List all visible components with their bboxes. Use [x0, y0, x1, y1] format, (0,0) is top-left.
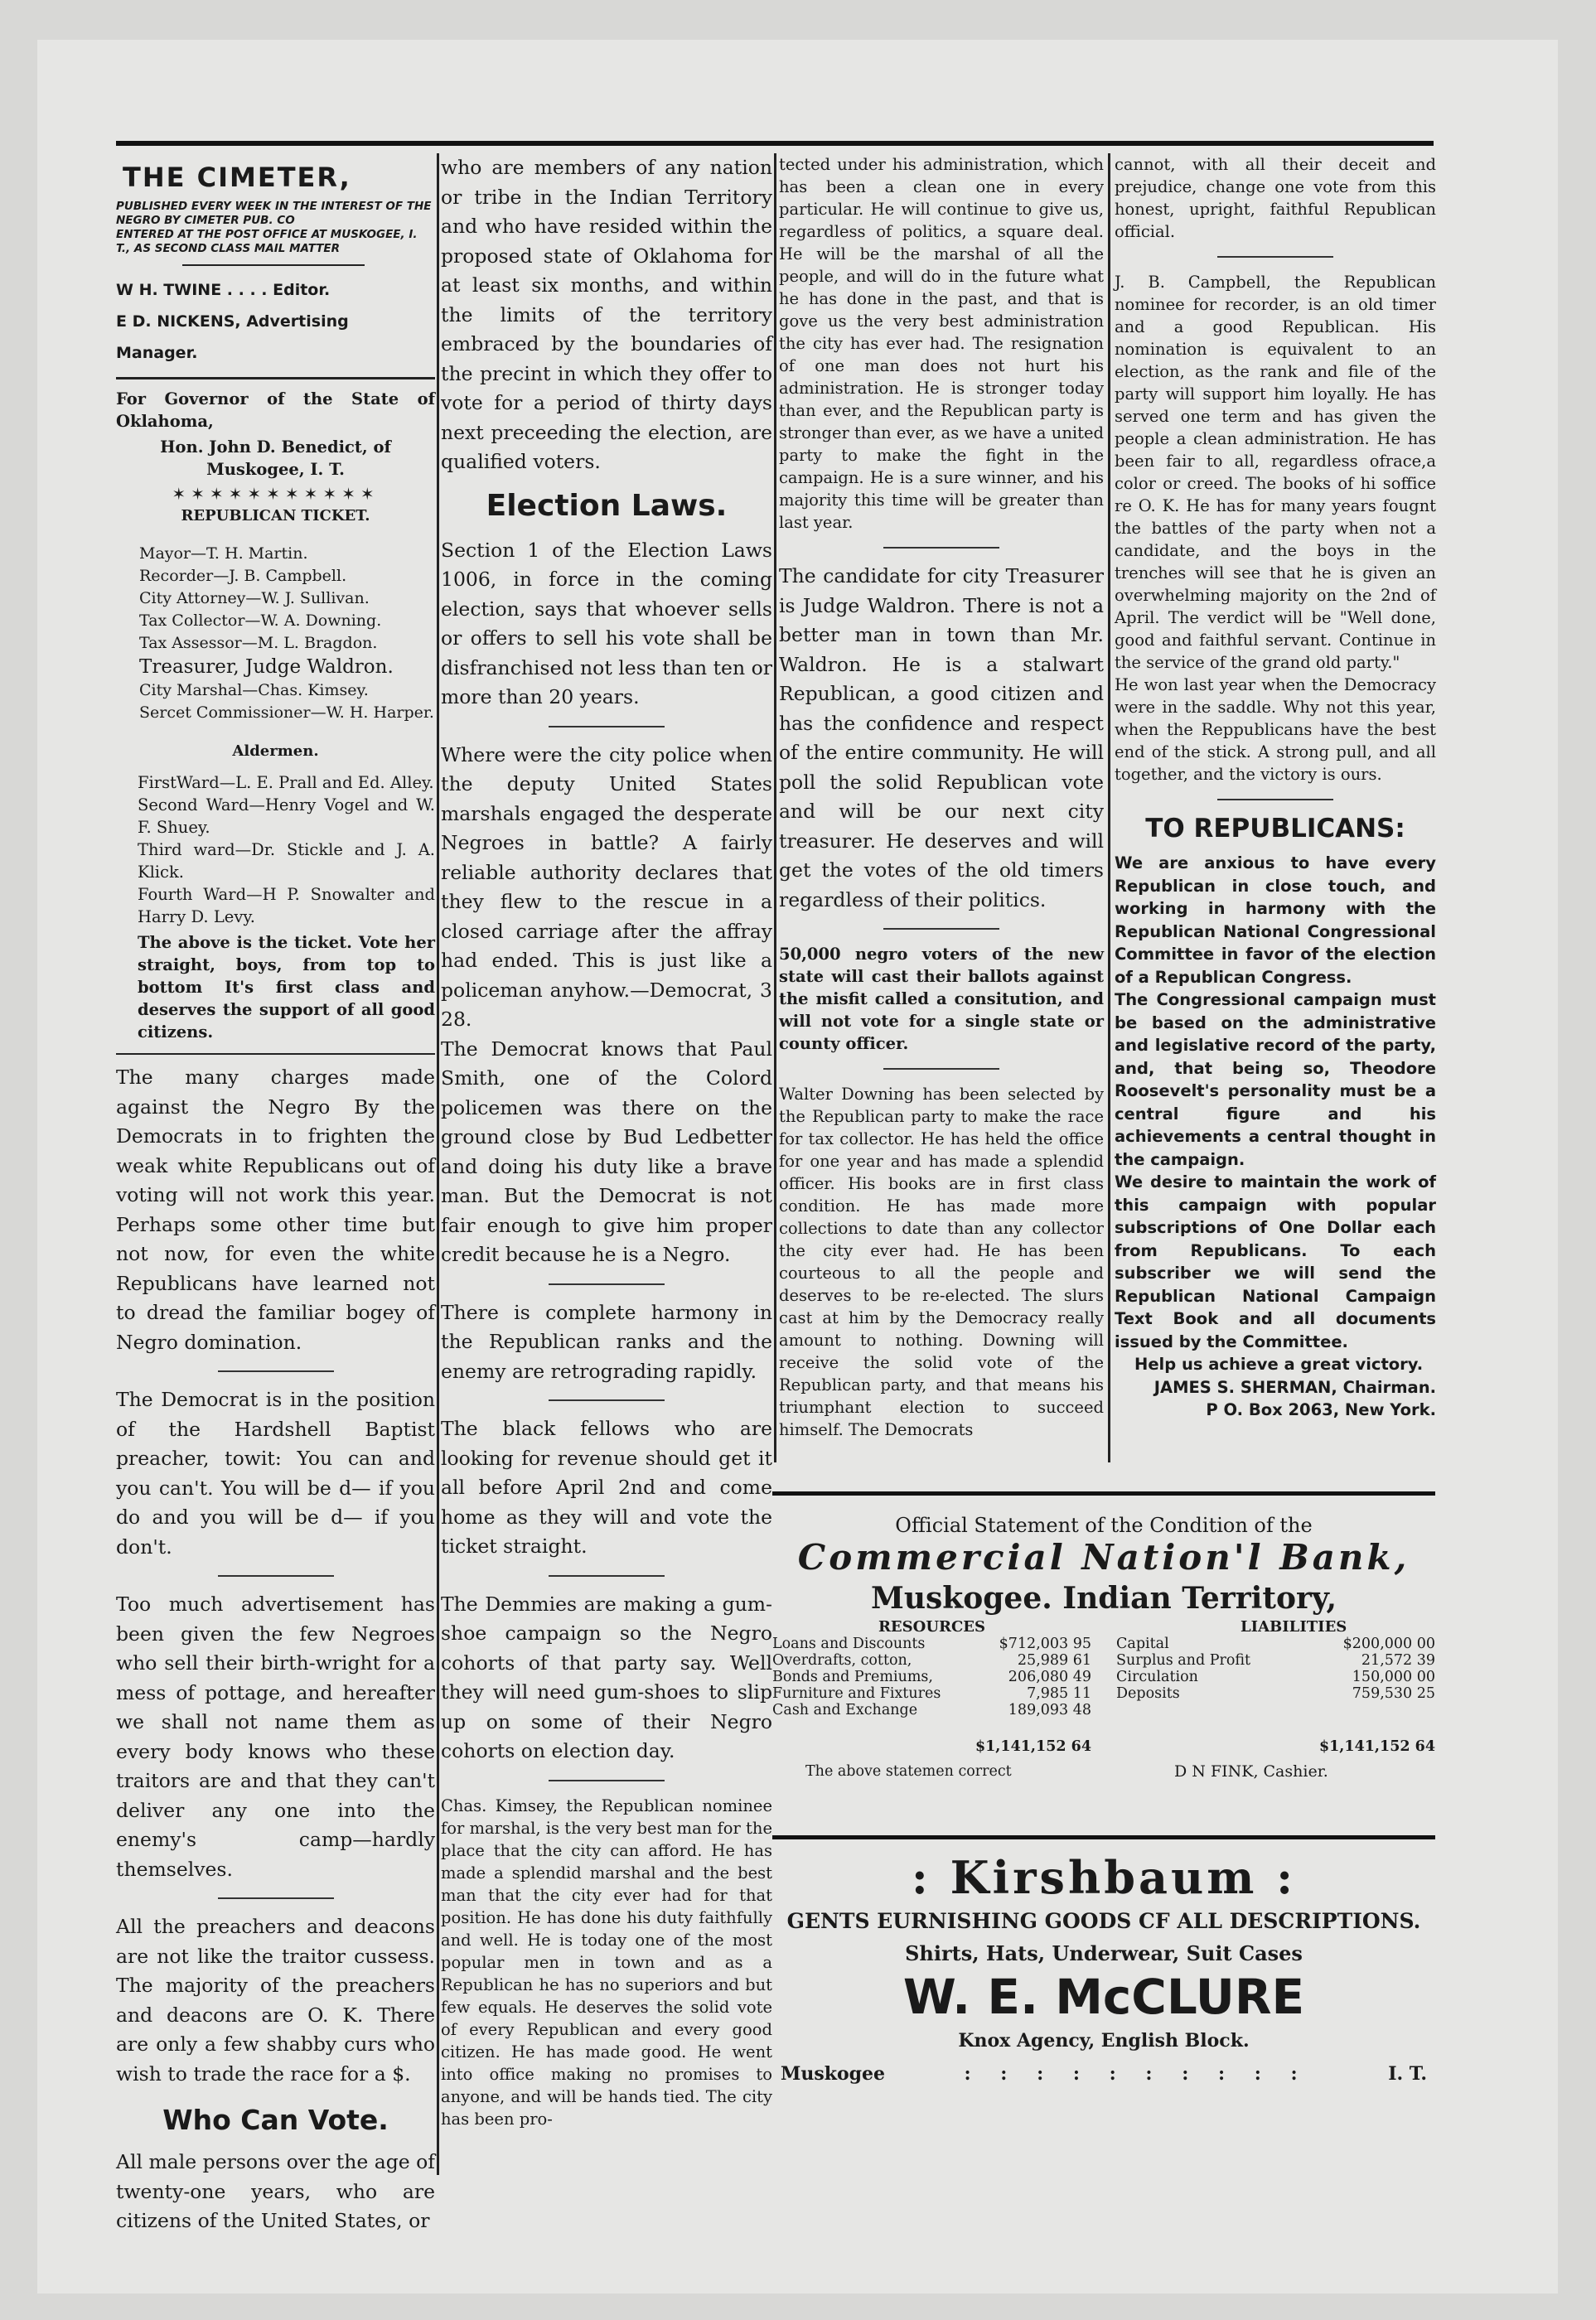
- table-row: Surplus and Profit 21,572 39: [1116, 1652, 1435, 1669]
- separator: [883, 547, 999, 549]
- republicans-address: P O. Box 2063, New York.: [1206, 1400, 1436, 1419]
- aldermen-heading: Aldermen.: [232, 742, 319, 760]
- article-paragraph: Section 1 of the Election Laws 1006, in force in the coming election, says that whoever sells or offers to sell his vote shall be disfranchised not less than ten or more than 20 years.: [441, 538, 772, 708]
- ticket-item: Tax Assessor—M. L. Bragdon.: [139, 634, 378, 652]
- table-row: Loans and Discounts $712,003 95: [772, 1636, 1091, 1652]
- ticket-item: Tax Collector—W. A. Downing.: [139, 611, 382, 630]
- ticket-item: Treasurer, Judge Waldron.: [139, 656, 394, 678]
- article-paragraph: There is complete harmony in the Republican ranks and the enemy are retrograding rapidly.: [441, 1300, 772, 1383]
- masthead-entered: ENTERED AT THE POST OFFICE AT MUSKOGEE, I. T., AS SECOND CLASS MAIL MATTER: [116, 228, 418, 255]
- ticket-note: The above is the ticket. Vote her straight, boys, from top to bottom It's first class and deserves the support of all good citizens.: [138, 933, 435, 1042]
- separator: [1217, 799, 1333, 800]
- separator: [883, 1068, 999, 1070]
- ad-agency: Knox Agency, English Block.: [958, 2030, 1250, 2052]
- separator: [883, 928, 999, 930]
- bank-name: Commercial Nation'l Bank,: [797, 1537, 1410, 1578]
- column-1: [116, 153, 435, 2232]
- column-rule: [774, 153, 776, 1462]
- republicans-paragraph: Help us achieve a great victory.: [1134, 1355, 1424, 1374]
- article-paragraph: All male persons over the age of twenty-one years, who are citizens of the United States, or: [116, 2150, 435, 2232]
- to-republicans-heading: TO REPUBLICANS:: [1145, 814, 1405, 843]
- section-rule: [116, 1053, 435, 1055]
- ad-footer: [772, 2063, 1435, 2085]
- article-paragraph: who are members of any nation or tribe in the Indian Territory and who have resided within the proposed state of Oklahoma for at least six months, and within the limits of the territory embraced by the boundaries of the precint in which they offer to vote for a period of thirty days next preceeding the election, are qualified voters.: [441, 156, 772, 473]
- masthead-divider: [116, 377, 435, 379]
- alderman-item: Fourth Ward—H P. Snowalter and Harry D. Levy.: [138, 885, 435, 926]
- masthead-published: PUBLISHED EVERY WEEK IN THE INTEREST OF THE NEGRO BY CIMETER PUB. CO: [116, 200, 432, 227]
- liabilities-total: $1,141,152 64: [1318, 1738, 1435, 1755]
- republicans-paragraph: The Congressional campaign must be based on the administrative and legislative record of the party, and, that being so, Theodore Roosevelt's personality must be a central figure and his achievements a central thought in the campaign.: [1115, 990, 1436, 1169]
- ticket-item: City Attorney—W. J. Sullivan.: [139, 589, 370, 607]
- who-can-vote-heading: Who Can Vote.: [162, 2104, 389, 2136]
- resources-total: $1,141,152 64: [975, 1738, 1091, 1755]
- table-row: Overdrafts, cotton, 25,989 61: [772, 1652, 1091, 1669]
- separator: [218, 1370, 334, 1372]
- separator: [549, 1283, 665, 1285]
- article-paragraph: cannot, with all their deceit and prejudice, change one vote from this honest, upright, faithful Republican official.: [1115, 155, 1436, 241]
- separator: [218, 1897, 334, 1899]
- ticket-list: [116, 543, 435, 724]
- ad-products: Shirts, Hats, Underwear, Suit Cases: [905, 1941, 1303, 1965]
- alderman-item: FirstWard—L. E. Prall and Ed. Alley.: [138, 773, 434, 792]
- article-paragraph: All the preachers and deacons are not like the traitor cussess. The majority of the preachers and deacons are O. K. There are only a few shabby curs who wish to trade the race for a $.: [116, 1915, 435, 2086]
- republicans-paragraph: We desire to maintain the work of this campaign with popular subscriptions of One Dollar each from Republicans. To each subscriber we will send the Republican National Campaign Text Book and all documents issued by the Committee.: [1115, 1172, 1436, 1351]
- separator: [1217, 256, 1333, 258]
- column-2: [441, 153, 772, 2179]
- table-row: Capital $200,000 00: [1116, 1636, 1435, 1652]
- ticket-item: City Marshal—Chas. Kimsey.: [139, 681, 369, 699]
- stars-ornament: ✶✶✶✶✶✶✶✶✶✶✶: [172, 484, 380, 504]
- ticket-item: Sercet Commissioner—W. H. Harper.: [139, 703, 434, 722]
- ad-heading: : Kirshbaum :: [911, 1851, 1297, 1904]
- bank-statement-title: Official Statement of the Condition of the: [895, 1514, 1313, 1537]
- article-paragraph: Too much advertisement has been given the few Negroes who sell their birth-wright for a mess of pottage, and hereafter we shall not name them as every body knows who these traitors are and that they can't deliver any one into the enemy's camp—hardly themselves.: [116, 1593, 435, 1881]
- separator: [549, 1399, 665, 1401]
- masthead-manager: E D. NICKENS, Advertising Manager.: [116, 312, 349, 362]
- article-paragraph: The Democrat knows that Paul Smith, one of the Colord policemen was there on the ground close by Bud Ledbetter and doing his duty like a brave man. But the Democrat is not fair enough to give him proper credit because he is a Negro.: [441, 1037, 772, 1266]
- table-row: Furniture and Fixtures 7,985 11: [772, 1685, 1091, 1702]
- column-3: [779, 153, 1104, 1462]
- bank-statement: [772, 1491, 1435, 1823]
- article-paragraph: J. B. Campbell, the Republican nominee for recorder, is an old timer and a good Republican. His nomination is equivalent to an election, as the rank and file of the party will support him loyally. He has served one term and has given the people a clean administration. He has been fair to all, regardless ofrace,a color or creed. The books of hi soffice re O. K. He has for many years fougnt the battles of the party when not a candidate, and the boys in the trenches will see that he is given an overwhelming majority on the 2nd of April. The verdict will be "Well done, good and faithful servant. Continue in the service of the grand old party.": [1115, 273, 1436, 672]
- column-4: [1115, 153, 1436, 1462]
- ad-tagline: GENTS EURNISHING GOODS CF ALL DESCRIPTIONS.: [786, 1909, 1421, 1933]
- alderman-item: Third ward—Dr. Stickle and J. A. Klick.: [138, 840, 435, 882]
- column-rule: [437, 153, 439, 2175]
- article-paragraph: The many charges made against the Negro By the Democrats in to frighten the weak white Republicans out of voting will not work this year. Perhaps some other time but not now, for even the white Republicans have learned not to dread the familiar bogey of Negro domination.: [116, 1066, 435, 1354]
- bank-tables: [772, 1619, 1435, 1780]
- resources-heading: RESOURCES: [878, 1618, 986, 1636]
- bank-cashier: D N FINK, Cashier.: [1174, 1762, 1328, 1781]
- ad-top-rule: [772, 1835, 1435, 1839]
- masthead-editor: W H. TWINE . . . . Editor.: [116, 281, 331, 299]
- table-row: Deposits 759,530 25: [1116, 1685, 1435, 1702]
- article-paragraph: The Democrat is in the position of the Hardshell Baptist preacher, towit: You can and you can't. You will be d— if you do and you will be d— if you don't.: [116, 1388, 435, 1559]
- governor-line2: Hon. John D. Benedict, of Muskogee, I. T.: [160, 437, 391, 479]
- republicans-signature: JAMES S. SHERMAN, Chairman.: [1153, 1377, 1436, 1397]
- article-paragraph: The candidate for city Treasurer is Judge Waldron. There is not a better man in town than Mr. Waldron. He is a stalwart Republican, a good citizen and has the confidence and respect of the entire community. He will poll the solid Republican vote and will be our next city treasurer. He deserves and will get the votes of the old timers regardless of their politics.: [779, 564, 1104, 911]
- governor-line1: For Governor of the State of Oklahoma,: [116, 389, 435, 431]
- masthead-title: THE CIMETER,: [123, 162, 351, 193]
- resources-table: [772, 1619, 1091, 1780]
- article-paragraph: Where were the city police when the deputy United States marshals engaged the desperate Negroes in battle? A fairly reliable authority declares that they flew to the rescue in a closed carriage after the affray had ended. This is just like a policeman anyhow.—Democrat, 3 28.: [441, 742, 772, 1031]
- ad-footer-territory: I. T.: [1388, 2063, 1427, 2085]
- article-paragraph: The Demmies are making a gum-shoe campaign so the Negro cohorts of that party say. Well they will need gum-shoes to slip up on some of their Negro cohorts on election day.: [441, 1592, 772, 1762]
- article-paragraph: tected under his administration, which has been a clean one in every particular. He will continue to give us, regardless of politics, a square deal. He will be the marshal of all the people, and will do in the future what he has done in the past, and that is gove us the very best administration the city has ever had. The resignation of one man does not hurt his administration. He is stronger today than ever, and the Republican party is stronger than ever, as we have a united party to make the fight in the campaign. He is a sure winner, and his majority this time will be greater than last year.: [779, 155, 1104, 532]
- bank-top-rule: [772, 1491, 1435, 1496]
- table-row: Circulation 150,000 00: [1116, 1669, 1435, 1685]
- separator: [218, 1575, 334, 1577]
- kirshbaum-advertisement: [772, 1835, 1435, 2175]
- alderman-item: Second Ward—Henry Vogel and W. F. Shuey.: [138, 795, 435, 837]
- table-row: Cash and Exchange 189,093 48: [772, 1702, 1091, 1718]
- ad-footer-city: Muskogee: [781, 2063, 886, 2085]
- separator: [549, 726, 665, 727]
- article-paragraph: He won last year when the Democracy were in the saddle. Why not this year, when the Reppublicans have the best end of the stick. A strong pull, and all together, and the victory is ours.: [1115, 675, 1436, 784]
- masthead-rule: [182, 264, 365, 266]
- liabilities-table: [1116, 1619, 1435, 1780]
- article-paragraph: Chas. Kimsey, the Republican nominee for marshal, is the very best man for the place that the city can afford. He has made a splendid marshal and the best man that the city ever had for that position. He has done his duty faithfully and well. He is today one of the most popular men in town and as a Republican he has no superiors and but few equals. He deserves the solid vote of every Republican and every good citizen. He has made good. He went into office making no promises to anyone, and will be hands tied. The city has been pro-: [441, 1796, 772, 2129]
- bank-statement-note: The above statemen correct: [805, 1763, 1012, 1780]
- bank-city: Muskogee. Indian Territory,: [871, 1581, 1337, 1616]
- ticket-heading: REPUBLICAN TICKET.: [181, 507, 370, 524]
- separator: [549, 1780, 665, 1781]
- republicans-paragraph: We are anxious to have every Republican in close touch, and working in harmony with the Republican National Congressional Committee in favor of the election of a Republican Congress.: [1115, 853, 1436, 987]
- ad-footer-dots: : : : : : : : : : :: [964, 2063, 1309, 2085]
- table-row: Bonds and Premiums, 206,080 49: [772, 1669, 1091, 1685]
- column-rule: [1108, 153, 1110, 1462]
- separator: [549, 1575, 665, 1577]
- article-paragraph: Walter Downing has been selected by the Republican party to make the race for tax collector. He has held the office for one year and has made a splendid officer. His books are in first class condition. He has made more collections to date than any collector the city ever had. He has been courteous to all the people and deserves to be re-elected. The slurs cast at him by the Democracy really amount to nothing. Downing will receive the solid vote of the Republican party, and that means his triumphant election to succeed himself. The Democrats: [779, 1085, 1104, 1439]
- article-paragraph: 50,000 negro voters of the new state will cast their ballots against the misfit called a consitution, and will not vote for a single state or county officer.: [779, 945, 1104, 1053]
- election-laws-heading: Election Laws.: [486, 488, 728, 523]
- liabilities-heading: LIABILITIES: [1241, 1618, 1347, 1636]
- ticket-item: Mayor—T. H. Martin.: [139, 544, 308, 563]
- top-rule: [116, 141, 1434, 146]
- ad-proprietor: W. E. McCLURE: [902, 1969, 1305, 2025]
- ticket-item: Recorder—J. B. Campbell.: [139, 567, 347, 585]
- article-paragraph: The black fellows who are looking for revenue should get it all before April 2nd and come home as they will and vote the ticket straight.: [441, 1417, 772, 1558]
